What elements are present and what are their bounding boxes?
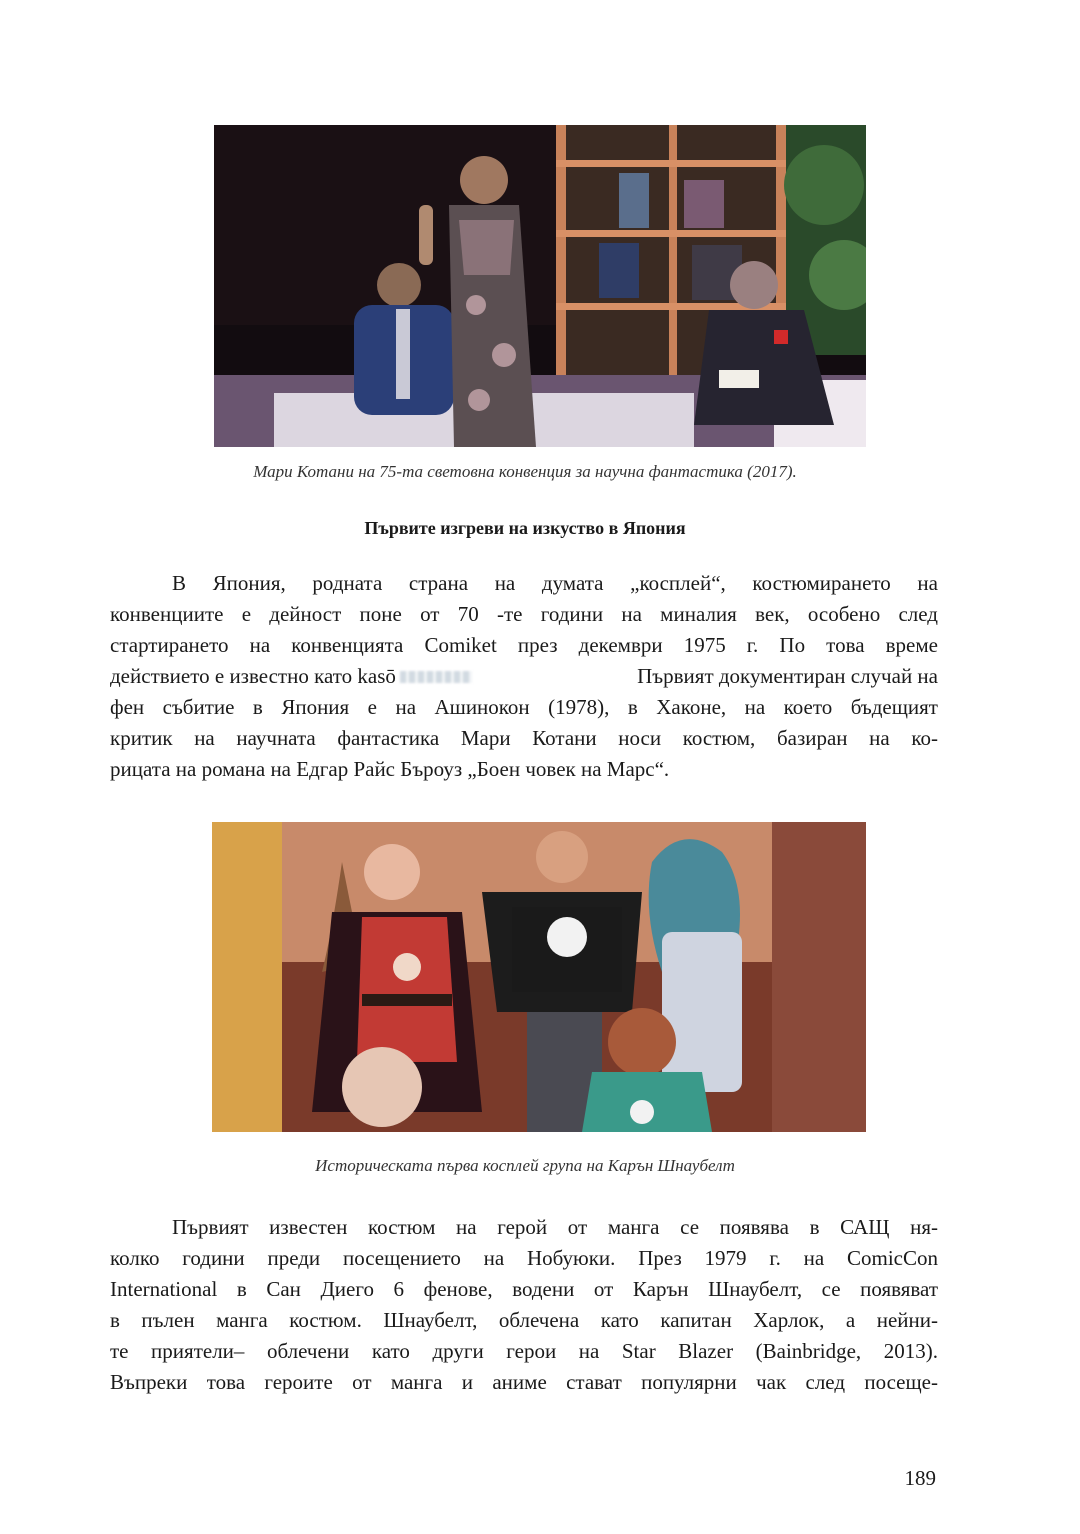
paragraph-line: рицата на романа на Едгар Райс Бъроуз „Боен човек на Марс“.	[110, 757, 670, 781]
paragraph-line: фен събитие в Япония е на Ашинокон (1978), в Хаконе, на което бъдещият	[110, 695, 938, 719]
section-heading: Първите изгреви на изкуство в Япония	[364, 518, 686, 538]
page-number: 189	[904, 1466, 936, 1490]
paragraph-line: в пълен манга костюм. Шнаубелт, облечена като капитан Харлок, а нейни-	[110, 1308, 938, 1332]
paragraph-line: Въпреки това героите от манга и аниме стават популярни чак след посеще-	[110, 1370, 938, 1394]
paragraph-line	[110, 661, 938, 692]
paragraph-line: В Япония, родната страна на думата „косплей“, костюмирането на	[172, 571, 938, 595]
paragraph-line: критик на научната фантастика Мари Котани носи костюм, базиран на ко-	[110, 726, 938, 750]
paragraph-line-start: действието е известно като kasō	[110, 664, 396, 688]
figure2-caption: Историческата първа косплей група на Карън Шнаубелт	[315, 1156, 735, 1175]
group-photo	[212, 822, 866, 1132]
figure1-caption: Мари Котани на 75-та световна конвенция за научна фантастика (2017).	[253, 462, 797, 481]
paragraph-line-end: Първият документиран случай на	[637, 664, 938, 688]
paragraph-line: Първият известен костюм на герой от манга се появява в САЩ ня-	[172, 1215, 938, 1239]
paragraph-line: те приятели– облечени като други герои на Star Blazer (Bainbridge, 2013).	[110, 1339, 938, 1363]
paragraph-1	[110, 568, 938, 785]
paragraph-2	[110, 1212, 938, 1398]
photo-mari-kotani	[214, 125, 866, 447]
stage-photo	[214, 125, 866, 447]
photo-cosplay-group	[212, 822, 866, 1132]
obscured-text	[400, 671, 472, 683]
paragraph-line: International в Сан Диего 6 фенове, водени от Карън Шнаубелт, се появяват	[110, 1277, 938, 1301]
paragraph-line: колко години преди посещението на Нобуюки. През 1979 г. на ComicCon	[110, 1246, 938, 1270]
paragraph-line: стартирането на конвенцията Comiket през декември 1975 г. По това време	[110, 633, 938, 657]
paragraph-line: конвенциите е дейност поне от 70 -те години на миналия век, особено след	[110, 602, 938, 626]
